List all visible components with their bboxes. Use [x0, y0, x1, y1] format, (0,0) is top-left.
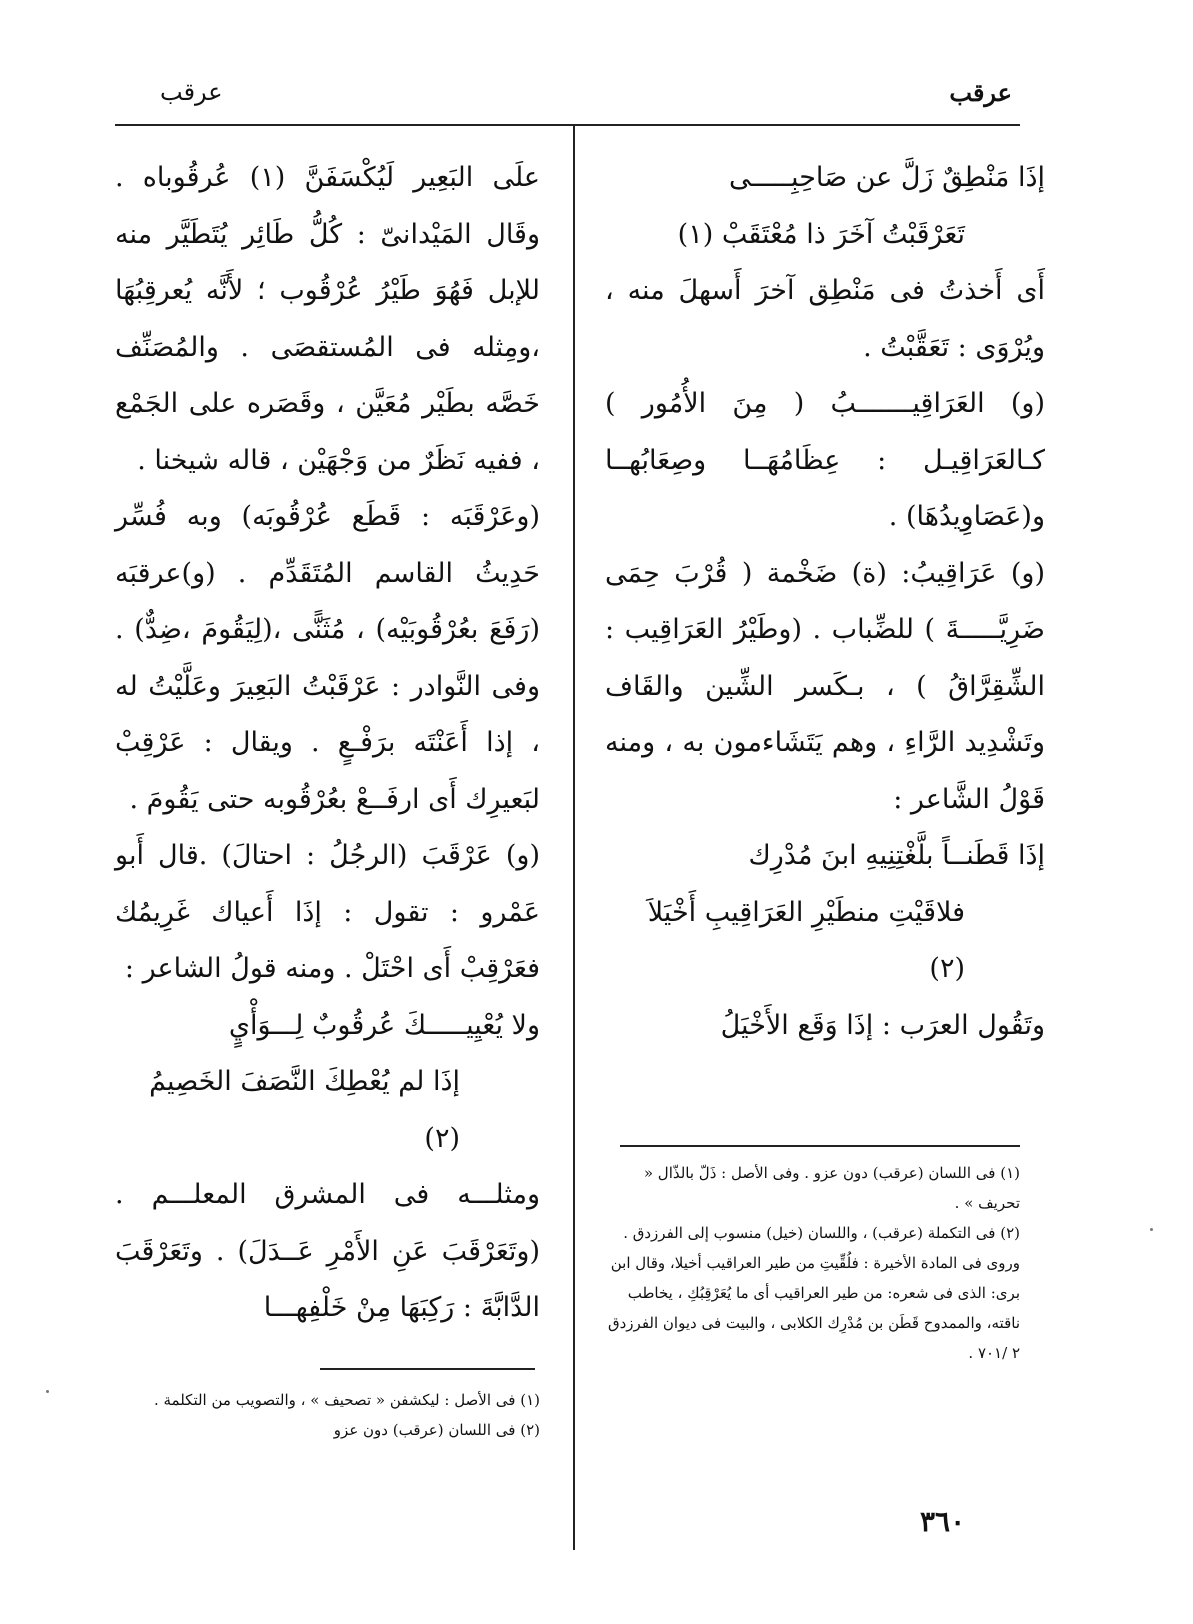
entry-paragraph: وتَقُول العرَب : إذَا وَقَع الأَخْيَلُ — [720, 1009, 1045, 1041]
verse-line: إذَا قَطَنــاً بلَّغْتِنِيهِ ابنَ مُدْرِك — [748, 840, 1045, 871]
entry-paragraph: أَى أَخذتُ فى مَنْطِق آخرَ أَسهلَ منه ، ويُرْوَى : تَعَقَّبْتُ . — [605, 275, 1045, 363]
verse-line: إذَا لم يُعْطِكَ النَّصَفَ الخَصِيمُ (٢) — [149, 1066, 460, 1154]
header-rule — [115, 124, 1020, 126]
scan-speck — [1150, 1228, 1153, 1231]
page-number: ٣٦٠ — [920, 1505, 966, 1538]
scan-speck — [46, 1390, 49, 1393]
running-head-left: عرقب — [160, 78, 223, 106]
entry-paragraph: علَى البَعِير لَيُكْسَفَنَّ (١) عُرقُوباه . وقَال المَيْدانىّ : كُلُّ طَائِر يُتَطَيَّر منه للإبل فَهُوَ طَيْرُ عُرْقُوب ؛ لأَنَّه يُعرقِبُهَا ،ومِثله فى المُستقصَى . والمُصَنِّف خَصَّه بطَيْر مُعَيَّن ، وقَصَره على الجَمْع ، ففيه نَظَرٌ من وَجْهَيْن ، قاله شيخنا . — [115, 162, 540, 476]
footnote: (٢) فى التكملة (عرقب) ، واللسان (خيل) منسوب إلى الفرزدق . وروى فى المادة الأخيرة : فلُقِّيتِ من طير العراقيب أخيلا، وقال ابن برى: الذى فى شعره: من طير العراقيب أى ما يُعَرْقِبُكِ ، يخاطب ناقته، والممدوح قَطَن بن مُدْرِك الكلابى ، والبيت فى ديوان الفرزدق ٢ /٧٠١ . — [607, 1224, 1020, 1362]
footnotes-left — [110, 1385, 540, 1445]
verse-line: ولا يُعْيِيـــــكَ عُرقُوبٌ لِـــوَأْيٍ — [228, 1009, 540, 1041]
right-column — [605, 150, 1045, 1054]
verse-line: إذَا مَنْطِقٌ زَلَّ عن صَاحِبِـــــى — [729, 162, 1045, 193]
footnote-rule-left — [320, 1368, 535, 1370]
footnote: (١) فى الأصل : ليكشفن « تصحيف » ، والتصويب من التكلمة . — [153, 1391, 540, 1409]
column-divider — [573, 126, 575, 1550]
entry-paragraph: (وعَرْقَبَه : قَطَع عُرْقُوبَه) وبه فُسِّر حَدِيثُ القاسم المُتَقَدِّم . (و)عرقبَه (رَفَعَ بعُرْقُوبَيْه) ، مُثَنًّى ،(لِيَقُومَ ،ضِدٌّ) . وفى النَّوادر : عَرْقَبْتُ البَعِيرَ وعَلَّيْتُ له ، إذا أَعَنْتَه برَفْـعٍ . ويقال : عَرْقِبْ لبَعيرِك أَى ارفَــعْ بعُرْقُوبه حتى يَقُومَ . — [115, 501, 540, 815]
footnotes-right — [600, 1158, 1020, 1368]
entry-paragraph: (و) عَرَاقِيبُ: (ة) ضَخْمة ( قُرْبَ حِمَى ضَرِيَّـــــةَ ) للضِّباب . (وطَيْرُ العَرَاقِيب : الشِّقِرَّاقُ ) ، بـكَسر الشِّين والقَاف وتَشْدِيد الرَّاءِ ، وهم يَتَشَاءمون به ، ومنه قَوْلُ الشَّاعر : — [605, 557, 1045, 815]
footnote: (٢) فى اللسان (عرقب) دون عزو — [333, 1421, 540, 1439]
footnote-rule-right — [620, 1145, 1020, 1147]
verse-line: تَعَرْقَبْتُ آخَرَ ذا مُعْتَقَبْ (١) — [677, 218, 965, 250]
footnote: (١) فى اللسان (عرقب) دون عزو . وفى الأصل : ذَلّ بالذّال « تحريف » . — [643, 1164, 1020, 1212]
left-column — [115, 150, 540, 1337]
entry-paragraph: ومثلـــه فى المشرق المعلـــم . (وتَعَرْقَبَ عَنِ الأَمْرِ عَــدَلَ) . وتَعَرْقَبَ الدَّابَّةَ : رَكِبَهَا مِنْ خَلْفِهـــا — [115, 1179, 540, 1323]
entry-paragraph: (و) العَرَاقِيـــــــبُ ( مِنَ الأُمُور ) كـالعَرَاقِيـل : عِظَامُهَــا وصِعَابُهــا و(عَصَاوِيدُهَا) . — [605, 388, 1045, 532]
verse-line: فلاقَيْتِ منطَيْرِ العَرَاقِيبِ أَخْيَلاَ (٢) — [647, 896, 965, 984]
running-head-right: عرقب — [949, 78, 1012, 107]
entry-paragraph: (و) عَرْقَبَ (الرجُلُ : احتالَ) .قال أَبو عَمْرو : تقول : إذَا أَعياك غَرِيمُك فعَرْقِبْ أَى احْتَلْ . ومنه قولُ الشاعر : — [115, 840, 540, 984]
